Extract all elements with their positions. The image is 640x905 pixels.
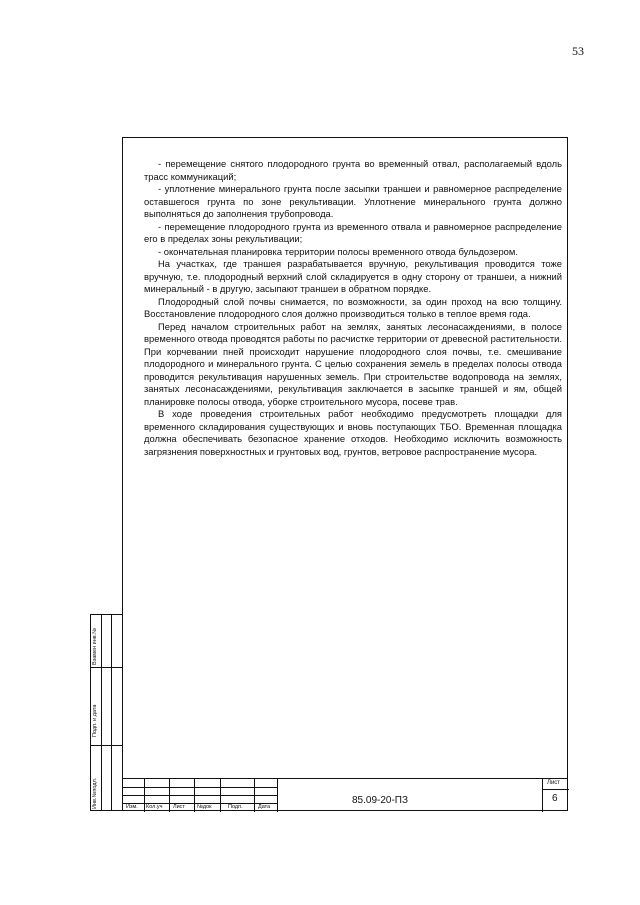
signature-date-label: Подп. и дата <box>92 704 98 737</box>
paragraph: - окончательная планировка территории полосы временного отвода бульдозером. <box>158 245 518 257</box>
column-label-sheet: Лист <box>173 804 185 810</box>
column-label-signature: Подп. <box>228 804 243 810</box>
sheet-number: 6 <box>552 793 558 804</box>
original-inventory-label: Инв.№подл. <box>92 777 98 809</box>
paragraph: На участках, где траншея разрабатывается вручную, рекультивация проводится тоже вручную, т.е. плодородный верхний слой складируется в одну сторону от траншеи, а нижний минеральный - в другую, засыпают траншеи в обратном порядке. <box>144 258 562 294</box>
paragraph: В ходе проведения строительных работ необходимо предусмотреть площадки для временного складирования существующих и вновь поступающих ТБО. Временная площадка должна обеспечивать безопасное хранение отходов. Необходимо исключить возможность загрязнения поверхностных и грунтовых вод, грунтов, ветровое распространение мусора. <box>144 408 562 457</box>
document-code: 85.09-20-ПЗ <box>352 795 409 806</box>
column-label-revision: Изм. <box>126 804 138 810</box>
page-number: 53 <box>572 44 584 58</box>
paragraph: Перед началом строительных работ на землях, занятых лесонасаждениями, в полосе временного отвода проводятся работы по расчистке территории от древесной растительности. При корчевании пней происходит нарушение плодородного слоя почвы, т.е. смешивание плодородного и минерального грунта. С целью сохранения земель в пределах полосы отвода проводится рекультивация нарушенных земель. При строительстве водопровода на землях, занятых лесонасаждениями, рекультивация заключается в засыпке траншей и ям, общей планировке полосы отвода, уборке строительного мусора, посеве трав. <box>144 320 562 407</box>
paragraph: Плодородный слой почвы снимается, по возможности, за один проход на всю толщину. Восстановление плодородного слоя должно производиться только в теплое время года. <box>144 295 562 319</box>
revision-table <box>122 779 278 812</box>
column-label-date: Дата <box>258 804 271 810</box>
sheet-label: Лист <box>547 780 561 786</box>
paragraph: - перемещение плодородного грунта из временного отвала и равномерное распределение его в пределах зоны рекультивации; <box>144 220 562 244</box>
paragraph: - перемещение снятого плодородного грунта во временный отвал, располагаемый вдоль трасс коммуникаций; <box>144 158 562 182</box>
paragraph: - уплотнение минерального грунта после засыпки траншеи и равномерное распределение оставшегося грунта по зоне рекультивации. Уплотнение минерального грунта должно выполняться до заполнения трубопровода. <box>144 183 562 219</box>
column-label-count: Кол.уч <box>146 804 163 810</box>
column-label-doc-no: №док <box>197 804 212 810</box>
title-block <box>122 778 568 811</box>
replacement-inventory-label: Взамен инв.№ <box>92 627 98 665</box>
side-stamp-strip <box>90 614 122 811</box>
document-body <box>144 158 562 458</box>
sheet-box <box>542 779 569 812</box>
